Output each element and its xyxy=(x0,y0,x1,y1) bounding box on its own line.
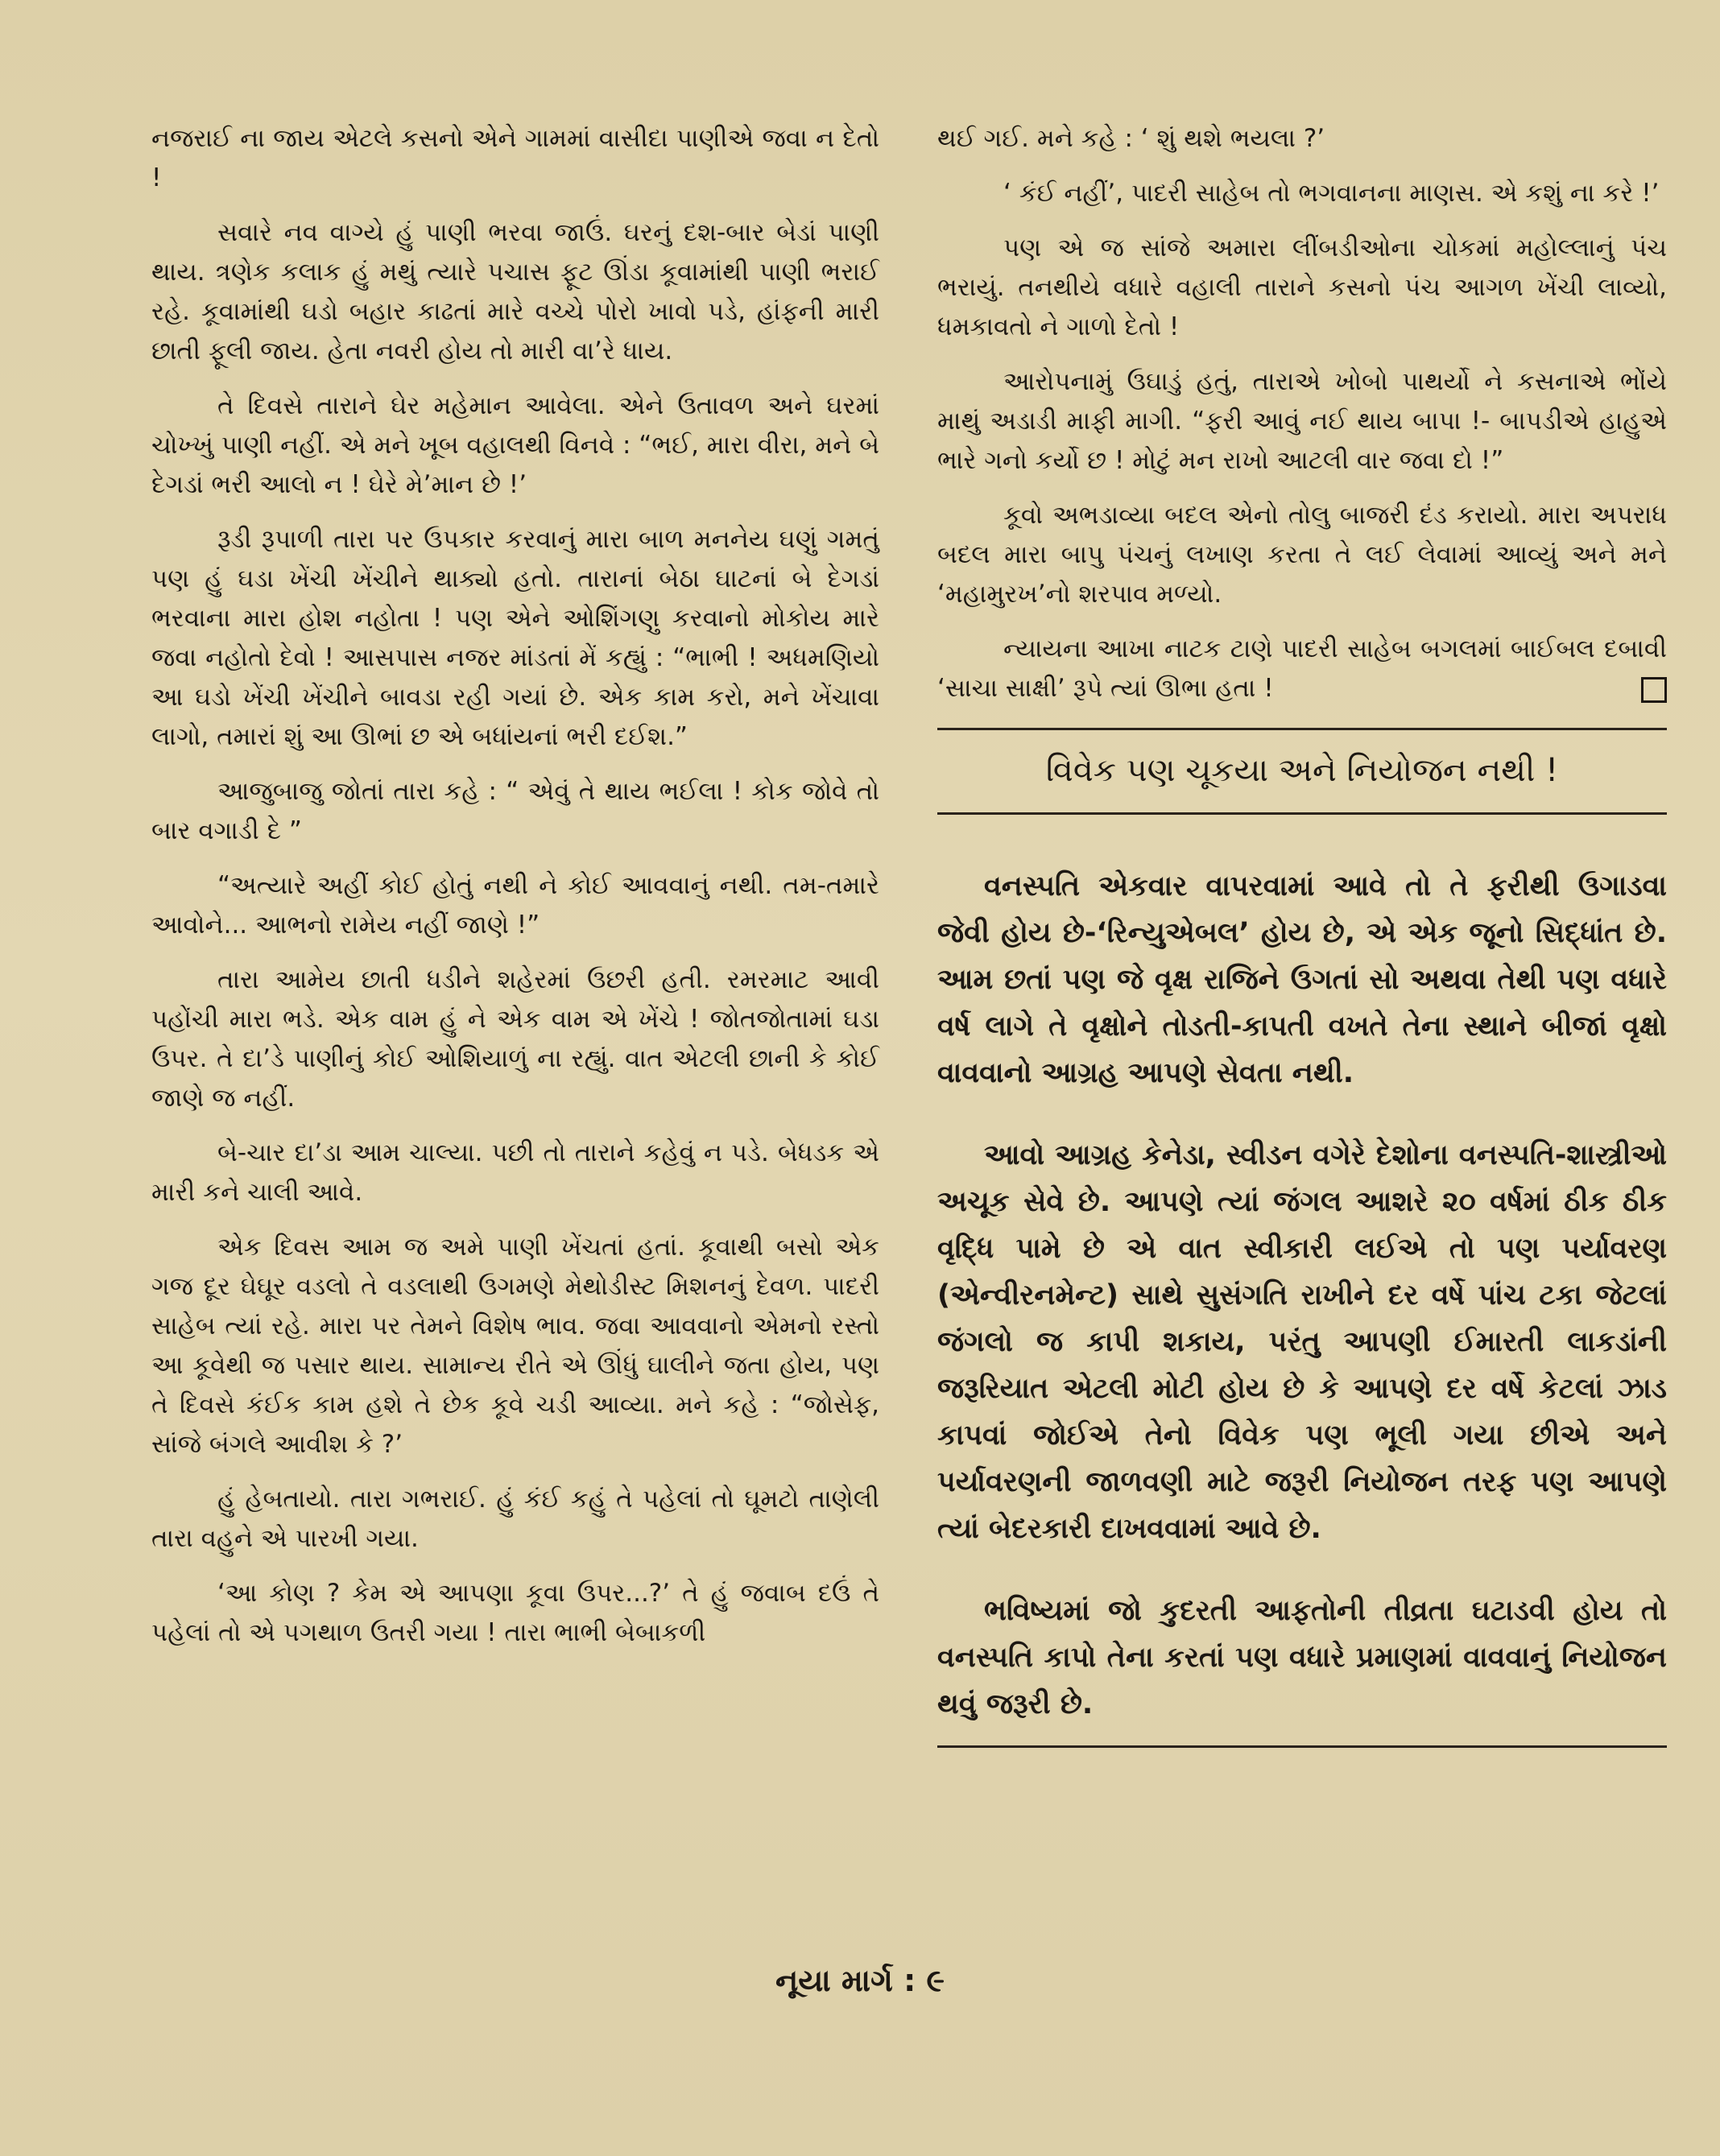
article-title: વિવેક પણ ચૂકયા અને નિયોજન નથી ! xyxy=(1045,752,1559,789)
left-paragraph: સવારે નવ વાગ્યે હું પાણી ભરવા જાઉં. ઘરનું દશ-બાર બેડાં પાણી થાય. ત્રણેક કલાક હું મથું ત્યારે પચાસ ફૂટ ઊંડા કૂવામાંથી પાણી ભરાઈ રહે. કૂવામાંથી ઘડો બહાર કાઢતાં મારે વચ્ચે પોરો ખાવો પડે, હાંફની મારી છાતી ફૂલી જાય. હેતા નવરી હોય તો મારી વા’રે ધાય. xyxy=(151,218,879,366)
top-divider xyxy=(937,728,1667,730)
right-column xyxy=(937,119,1667,1748)
article-paragraph: ભવિષ્યમાં જો કુદરતી આફતોની તીવ્રતા ઘટાડવી હોય તો વનસ્પતિ કાપો તેના કરતાં પણ વધારે પ્રમાણમાં વાવવાનું નિયોજન થવું જરૂરી છે. xyxy=(937,1595,1667,1720)
left-paragraph: નજરાઈ ના જાય એટલે કસનો એને ગામમાં વાસીદા પાણીએ જવા ન દેતો ! xyxy=(151,124,879,192)
article-body xyxy=(937,863,1667,1728)
right-paragraph: પણ એ જ સાંજે અમારા લીંબડીઓના ચોકમાં મહોલ્લાનું પંચ ભરાયું. તનથીયે વધારે વહાલી તારાને કસનો પંચ આગળ ખેંચી લાવ્યો, ધમકાવતો ને ગાળો દેતો ! xyxy=(937,233,1667,341)
right-paragraph: ‘ કંઈ નહીં’, પાદરી સાહેબ તો ભગવાનના માણસ. એ કશું ના કરે !’ xyxy=(1003,179,1660,208)
right-paragraph: આરોપનામું ઉઘાડું હતું, તારાએ ખોબો પાથર્યો ને કસનાએ ભોંયે માથું અડાડી માફી માગી. “ફરી આવું નઈ થાય બાપા !- બાપડીએ હાહુએ ભારે ગનો કર્યો છ ! મોટું મન રાખો આટલી વાર જવા દો !” xyxy=(937,367,1667,475)
left-paragraph: “અત્યારે અહીં કોઈ હોતું નથી ને કોઈ આવવાનું નથી. તમ-તમારે આવોને... આભનો રામેય નહીં જાણે !” xyxy=(151,871,879,940)
left-paragraph: ‘આ કોણ ? કેમ એ આપણા કૂવા ઉપર...?’ તે હું જવાબ દઉં તે પહેલાં તો એ પગથાળ ઉતરી ગયા ! તારા ભાભી બેબાકળી xyxy=(151,1579,879,1647)
title-divider xyxy=(937,812,1667,815)
right-paragraph: કૂવો અભડાવ્યા બદલ એનો તોલુ બાજરી દંડ કરાયો. મારા અપરાધ બદલ મારા બાપુ પંચનું લખાણ કરતા તે લઈ લેવામાં આવ્યું અને મને ‘મહામુરખ’નો શરપાવ મળ્યો. xyxy=(937,501,1667,609)
article-paragraph: આવો આગ્રહ કેનેડા, સ્વીડન વગેરે દેશોના વનસ્પતિ-શાસ્ત્રીઓ અચૂક સેવે છે. આપણે ત્યાં જંગલ આશરે ૨૦ વર્ષમાં ઠીક ઠીક વૃદ્ધિ પામે છે એ વાત સ્વીકારી લઈએ તો પણ પર્યાવરણ (એન્વીરનમેન્ટ) સાથે સુસંગતિ રાખીને દર વર્ષે પાંચ ટકા જેટલાં જંગલો જ કાપી શકાય, પરંતુ આપણી ઈમારતી લાકડાંની જરૂરિયાત એટલી મોટી હોય છે કે આપણે દર વર્ષે કેટલાં ઝાડ કાપવાં જોઈએ તેનો વિવેક પણ ભૂલી ગયા છીએ અને પર્યાવરણની જાળવણી માટે જરૂરી નિયોજન તરફ પણ આપણે ત્યાં બેદરકારી દાખવવામાં આવે છે. xyxy=(937,1139,1667,1545)
square-end-mark-icon xyxy=(1641,677,1667,703)
left-paragraph: આજુબાજુ જોતાં તારા કહે : “ એવું તે થાય ભઈલા ! કોક જોવે તો બાર વગાડી દે ” xyxy=(151,777,879,845)
bottom-divider xyxy=(937,1745,1667,1748)
left-paragraph: બે-ચાર દા’ડા આમ ચાલ્યા. પછી તો તારાને કહેવું ન પડે. બેધડક એ મારી કને ચાલી આવે. xyxy=(151,1138,879,1207)
right-paragraph: થઈ ગઈ. મને કહે : ‘ શું થશે ભયલા ?’ xyxy=(937,124,1325,153)
right-paragraph-text: ન્યાયના આખા નાટક ટાણે પાદરી સાહેબ બગલમાં બાઈબલ દબાવી ‘સાચા સાક્ષી’ રૂપે ત્યાં ઊભા હતા ! xyxy=(937,634,1667,703)
article-paragraph: વનસ્પતિ એકવાર વાપરવામાં આવે તો તે ફરીથી ઉગાડવા જેવી હોય છે-‘રિન્યુએબલ’ હોય છે, એ એક જૂનો સિદ્ધાંત છે. આમ છતાં પણ જે વૃક્ષ રાજિને ઉગતાં સો અથવા તેથી પણ વધારે વર્ષ લાગે તે વૃક્ષોને તોડતી-કાપતી વખતે તેના સ્થાને બીજાં વૃક્ષો વાવવાનો આગ્રહ આપણે સેવતા નથી. xyxy=(937,870,1667,1089)
left-paragraph: એક દિવસ આમ જ અમે પાણી ખેંચતાં હતાં. કૂવાથી બસો એક ગજ દૂર ઘેઘૂર વડલો તે વડલાથી ઉગમણે મેથોડીસ્ટ મિશનનું દેવળ. પાદરી સાહેબ ત્યાં રહે. મારા પર તેમને વિશેષ ભાવ. જવા આવવાનો એમનો રસ્તો આ કૂવેથી જ પસાર થાય. સામાન્ય રીતે એ ઊંધું ઘાલીને જતા હોય, પણ તે દિવસે કંઈક કામ હશે તે છેક કૂવે ચડી આવ્યા. મને કહે : “જોસેફ, સાંજે બંગલે આવીશ કે ?’ xyxy=(151,1233,879,1459)
left-paragraph: રૂડી રૂપાળી તારા પર ઉપકાર કરવાનું મારા બાળ મનનેય ઘણું ગમતું પણ હું ઘડા ખેંચી ખેંચીને થાક્યો હતો. તારાનાં બેઠા ઘાટનાં બે દેગડાં ભરવાના મારા હોશ નહોતા ! પણ એને ઓશિંગણુ કરવાનો મોકોય મારે જવા નહોતો દેવો ! આસપાસ નજર માંડતાં મેં કહ્યું : “ભાભી ! અધમણિયો આ ઘડો ખેંચી ખેંચીને બાવડા રહી ગયાં છે. એક કામ કરો, મને ખેંચાવા લાગો, તમારાં શું આ ઊભાં છ એ બધાંયનાં ભરી દઈશ.” xyxy=(151,525,879,751)
left-paragraph: તે દિવસે તારાને ઘેર મહેમાન આવેલા. એને ઉતાવળ અને ઘરમાં ચોખ્ખું પાણી નહીં. એ મને ખૂબ વહાલથી વિનવે : “ભઈ, મારા વીરા, મને બે દેગડાં ભરી આલો ન ! ઘેરે મે’માન છે !’ xyxy=(151,391,879,499)
left-paragraph: હું હેબતાયો. તારા ગભરાઈ. હું કંઈ કહું તે પહેલાં તો ઘૂમટો તાણેલી તારા વહુને એ પારખી ગયા. xyxy=(151,1485,879,1553)
left-paragraph: તારા આમેય છાતી ધડીને શહેરમાં ઉછરી હતી. રમરમાટ આવી પહોંચી મારા ભડે. એક વામ હું ને એક વામ એ ખેંચે ! જોતજોતામાં ઘડા ઉપર. તે દા’ડે પાણીનું કોઈ ઓશિયાળું ના રહ્યું. વાત એટલી છાની કે કોઈ જાણે જ નહીં. xyxy=(151,965,879,1113)
page-footer: નૂયા માર્ગ : ૯ xyxy=(775,1963,945,1998)
story-end-paragraph xyxy=(937,630,1667,708)
left-column xyxy=(151,119,879,1668)
